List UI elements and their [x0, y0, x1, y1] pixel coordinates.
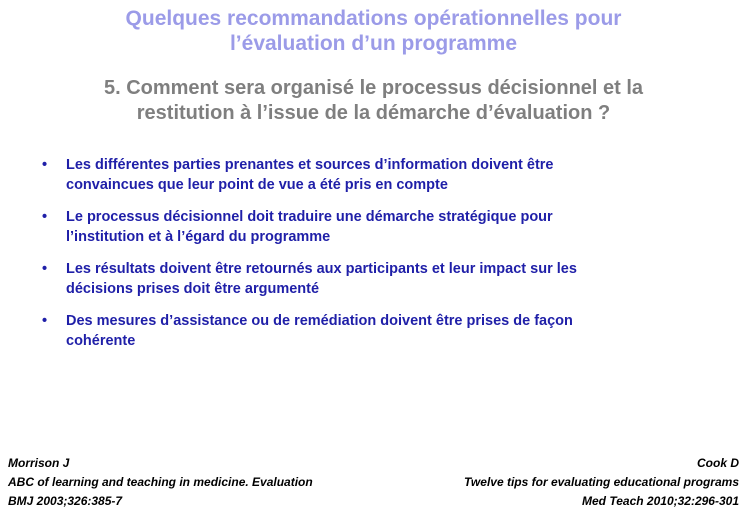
slide-title-line-1: Quelques recommandations opérationnelles pour	[125, 7, 622, 30]
slide-title-line-2: l’évaluation d’un programme	[229, 32, 518, 55]
bullet-text-line-2: convaincues que leur point de vue a été pris en compte	[66, 177, 448, 193]
reference-left-citation: BMJ 2003;326:385-7	[8, 494, 123, 508]
bullet-list	[38, 155, 698, 363]
slide-subtitle-line-1: 5. Comment sera organisé le processus décisionnel et la	[103, 77, 644, 99]
reference-right-title: Twelve tips for evaluating educational programs	[464, 475, 739, 489]
reference-left-title: ABC of learning and teaching in medicine. Evaluation	[8, 475, 313, 489]
bullet-item	[38, 311, 698, 351]
bullet-text-line-1: Les différentes parties prenantes et sources d’information doivent être	[66, 157, 554, 173]
reference-left	[8, 454, 313, 511]
bullet-item	[38, 207, 698, 247]
bullet-marker: •	[42, 313, 48, 329]
bullet-text-line-1: Le processus décisionnel doit traduire une démarche stratégique pour	[66, 209, 553, 225]
slide-title	[0, 6, 747, 56]
bullet-text-line-1: Des mesures d’assistance ou de remédiation doivent être prises de façon	[66, 313, 573, 329]
bullet-marker: •	[42, 209, 48, 225]
reference-right	[464, 454, 739, 511]
bullet-text-line-2: cohérente	[66, 333, 136, 349]
reference-right-author: Cook D	[697, 456, 739, 470]
reference-left-author: Morrison J	[8, 456, 70, 470]
bullet-text-line-2: décisions prises doit être argumenté	[66, 281, 320, 297]
bullet-item	[38, 155, 698, 195]
slide-subtitle-line-2: restitution à l’issue de la démarche d’évaluation ?	[136, 102, 611, 124]
slide-subtitle	[20, 76, 727, 126]
reference-right-citation: Med Teach 2010;32:296-301	[582, 494, 739, 508]
bullet-text-line-1: Les résultats doivent être retournés aux participants et leur impact sur les	[66, 261, 577, 277]
bullet-item	[38, 259, 698, 299]
bullet-marker: •	[42, 261, 48, 277]
bullet-marker: •	[42, 157, 48, 173]
bullet-text-line-2: l’institution et à l’égard du programme	[66, 229, 331, 245]
